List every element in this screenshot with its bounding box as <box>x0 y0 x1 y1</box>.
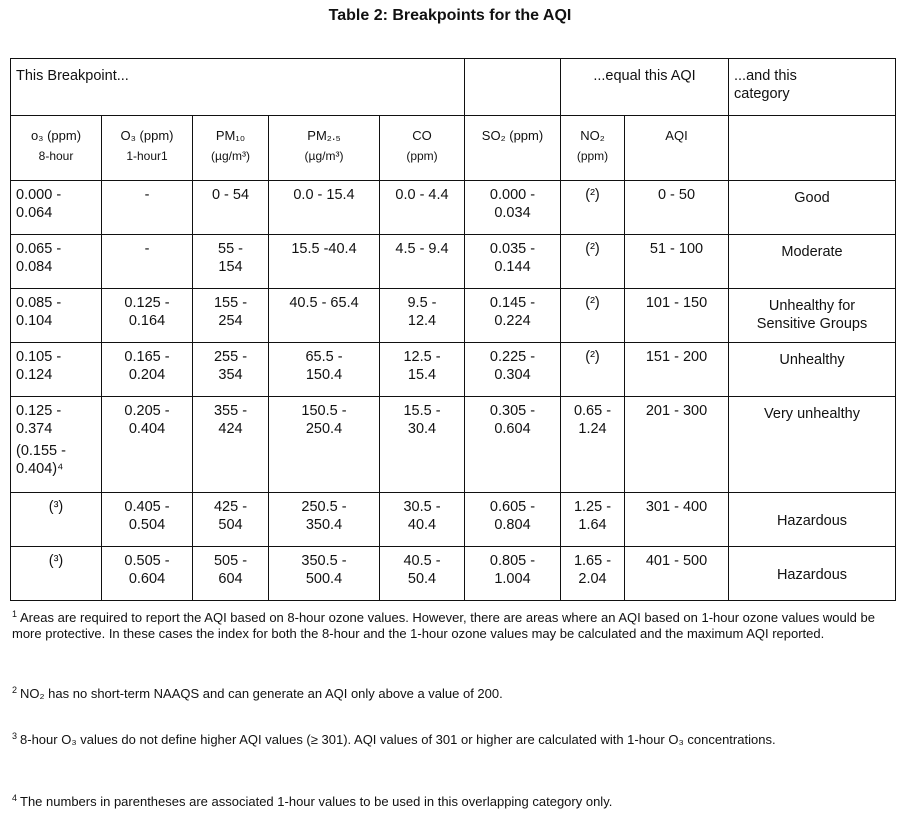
cell-line: Very unhealthy <box>764 406 860 422</box>
cell-line: Unhealthy for <box>768 298 856 314</box>
cell-pm10 <box>193 493 269 547</box>
cell-line: 255 - <box>213 349 248 365</box>
cell-o3-1hr <box>102 397 193 493</box>
cell-line: 201 - 300 <box>645 403 708 419</box>
cell-o3-8hr <box>11 235 102 289</box>
cell-pm10 <box>193 547 269 601</box>
cell-aqi <box>625 547 729 601</box>
cell-so2 <box>465 289 561 343</box>
cell-line: 0.085 - <box>16 295 62 311</box>
cell-o3-8hr <box>11 493 102 547</box>
cell-line: (²) <box>585 187 600 203</box>
cell-line: 0.000 - <box>489 187 536 203</box>
cell-line: 30.5 - <box>403 499 441 515</box>
table-row <box>11 493 896 547</box>
cell-line: 155 - <box>213 295 248 311</box>
cell-category <box>729 181 896 235</box>
column-header-line: O₃ (ppm) <box>120 128 174 143</box>
column-header <box>380 116 465 181</box>
table-body <box>11 59 896 601</box>
cell-line: 1.65 - <box>573 553 612 569</box>
cell-line: 1.64 <box>578 517 607 533</box>
column-header-line: PM₁₀ <box>215 128 246 143</box>
cell-o3-1hr <box>102 289 193 343</box>
cell-o3-8hr <box>11 343 102 397</box>
cell-line: 0.204 <box>128 367 166 383</box>
header-category-line: category <box>734 86 790 102</box>
column-header <box>269 116 380 181</box>
cell-line: 0.374 <box>16 421 53 437</box>
cell-line: 0.304 <box>494 367 531 383</box>
cell-line: 500.4 <box>305 571 343 587</box>
column-header-line: SO₂ (ppm) <box>481 128 544 143</box>
cell-line: 0.064 <box>16 205 53 221</box>
cell-line: 250.4 <box>305 421 343 437</box>
cell-category <box>729 289 896 343</box>
cell-o3-8hr <box>11 547 102 601</box>
cell-line: 0.504 <box>128 517 166 533</box>
cell-co <box>380 343 465 397</box>
cell-line: 354 <box>218 367 243 383</box>
cell-line: 0.125 - <box>124 295 170 311</box>
column-header <box>561 116 625 181</box>
cell-line: 350.4 <box>305 517 343 533</box>
cell-aqi <box>625 181 729 235</box>
cell-line: 0.0 - 15.4 <box>293 187 355 203</box>
cell-line: 0.224 <box>494 313 531 329</box>
cell-line: Hazardous <box>776 513 848 529</box>
cell-line: 0.145 - <box>489 295 536 311</box>
column-header-line: (µg/m³) <box>304 149 344 163</box>
cell-aqi <box>625 493 729 547</box>
cell-line: 0.804 <box>494 517 531 533</box>
cell-line: 15.5 -40.4 <box>291 241 357 257</box>
cell-category <box>729 493 896 547</box>
cell-line: 1.24 <box>578 421 607 437</box>
cell-aqi <box>625 289 729 343</box>
cell-so2 <box>465 547 561 601</box>
cell-line: 0.065 - <box>16 241 62 257</box>
header-this-breakpoint: This Breakpoint... <box>11 59 465 116</box>
cell-category <box>729 235 896 289</box>
column-header-line: (ppm) <box>576 149 609 163</box>
cell-line: 0.604 <box>128 571 166 587</box>
cell-so2 <box>465 235 561 289</box>
cell-line: 101 - 150 <box>645 295 708 311</box>
cell-line: 2.04 <box>578 571 607 587</box>
header-row-columns <box>11 116 896 181</box>
cell-line: 0.144 <box>494 259 531 275</box>
cell-line: 30.4 <box>407 421 437 437</box>
cell-so2 <box>465 181 561 235</box>
cell-category <box>729 343 896 397</box>
column-header-line: o₃ (ppm) <box>30 128 82 143</box>
cell-o3-1hr <box>102 547 193 601</box>
column-header-line: 8-hour <box>38 149 74 163</box>
cell-line: 1.004 <box>494 571 531 587</box>
cell-line: 12.5 - <box>403 349 441 365</box>
column-header <box>11 116 102 181</box>
footnote <box>12 610 887 642</box>
cell-line: 0.205 - <box>124 403 170 419</box>
cell-no2 <box>561 181 625 235</box>
cell-co <box>380 493 465 547</box>
cell-so2 <box>465 397 561 493</box>
table-row <box>11 343 896 397</box>
cell-pm25 <box>269 547 380 601</box>
cell-co <box>380 181 465 235</box>
cell-o3-1hr <box>102 181 193 235</box>
footnote-marker: 4 <box>12 793 18 803</box>
footnote <box>12 686 887 702</box>
aqi-breakpoints-table <box>10 58 896 601</box>
column-header <box>193 116 269 181</box>
column-header <box>102 116 193 181</box>
cell-line: (0.155 - <box>16 443 66 459</box>
column-header-line: NO₂ <box>580 128 605 143</box>
header-category-line: ...and this <box>734 68 797 84</box>
cell-line: 50.4 <box>407 571 437 587</box>
cell-pm10 <box>193 289 269 343</box>
cell-line: 150.4 <box>305 367 343 383</box>
cell-line: (²) <box>585 295 600 311</box>
cell-line: 0.104 <box>16 313 53 329</box>
column-header-line: 1-hour1 <box>126 149 168 163</box>
cell-line: 425 - <box>213 499 248 515</box>
cell-aqi <box>625 343 729 397</box>
footnote-text: 8-hour O₃ values do not define higher AQI values (≥ 301). AQI values of 301 or higher are calculated with 1-hour O₃ concentrations. <box>20 732 776 747</box>
cell-line: 4.5 - 9.4 <box>395 241 449 257</box>
cell-line: 0.505 - <box>124 553 170 569</box>
cell-line: 505 - <box>213 553 248 569</box>
cell-category <box>729 397 896 493</box>
cell-line: 0.0 - 4.4 <box>395 187 449 203</box>
cell-line: 51 - 100 <box>649 241 704 257</box>
cell-o3-8hr <box>11 181 102 235</box>
cell-line: 0.124 <box>16 367 53 383</box>
footnote <box>12 732 887 748</box>
cell-line: 40.4 <box>407 517 437 533</box>
cell-pm25 <box>269 235 380 289</box>
column-header-line: PM₂.₅ <box>307 128 341 143</box>
footnote-marker: 1 <box>12 609 18 619</box>
cell-no2 <box>561 397 625 493</box>
cell-aqi <box>625 397 729 493</box>
cell-line: 250.5 - <box>301 499 347 515</box>
cell-line: 65.5 - <box>305 349 343 365</box>
table-title: Table 2: Breakpoints for the AQI <box>328 7 572 24</box>
cell-line: 0.405 - <box>124 499 170 515</box>
cell-line: Unhealthy <box>779 352 845 368</box>
cell-line: 301 - 400 <box>645 499 708 515</box>
column-header <box>729 116 896 181</box>
footnote-marker: 3 <box>12 731 18 741</box>
cell-pm25 <box>269 397 380 493</box>
cell-pm10 <box>193 181 269 235</box>
header-empty-cell <box>465 59 561 116</box>
cell-line: (²) <box>585 349 600 365</box>
cell-line: 604 <box>218 571 243 587</box>
cell-line: 0.164 <box>128 313 166 329</box>
cell-line: 0 - 54 <box>211 187 250 203</box>
cell-pm10 <box>193 397 269 493</box>
cell-no2 <box>561 289 625 343</box>
cell-o3-1hr <box>102 493 193 547</box>
column-header <box>625 116 729 181</box>
column-header-line: (ppm) <box>406 149 438 163</box>
cell-pm25 <box>269 289 380 343</box>
cell-line: 55 - <box>218 241 243 257</box>
cell-line: Sensitive Groups <box>756 316 868 332</box>
cell-no2 <box>561 547 625 601</box>
cell-o3-8hr <box>11 397 102 493</box>
table-row <box>11 181 896 235</box>
cell-co <box>380 289 465 343</box>
cell-pm25 <box>269 343 380 397</box>
cell-so2 <box>465 343 561 397</box>
cell-line: 150.5 - <box>301 403 347 419</box>
column-header-line: AQI <box>665 128 688 143</box>
cell-line: 424 <box>218 421 243 437</box>
cell-o3-1hr <box>102 235 193 289</box>
cell-line: 0.035 - <box>489 241 536 257</box>
cell-line: - <box>144 187 150 203</box>
cell-line: 9.5 - <box>407 295 437 311</box>
cell-line: 0.604 <box>494 421 531 437</box>
cell-line: 0.105 - <box>16 349 62 365</box>
cell-no2 <box>561 493 625 547</box>
cell-pm10 <box>193 343 269 397</box>
cell-line: Hazardous <box>776 567 848 583</box>
cell-pm25 <box>269 493 380 547</box>
cell-co <box>380 547 465 601</box>
cell-line: 0.084 <box>16 259 53 275</box>
cell-line: 40.5 - <box>403 553 441 569</box>
cell-line: 0.034 <box>494 205 531 221</box>
cell-no2 <box>561 235 625 289</box>
cell-line: 254 <box>218 313 243 329</box>
cell-line: 0.605 - <box>489 499 536 515</box>
cell-line: 0.225 - <box>489 349 536 365</box>
table-row <box>11 397 896 493</box>
cell-line: 350.5 - <box>301 553 347 569</box>
cell-line: 401 - 500 <box>645 553 708 569</box>
cell-line: 355 - <box>213 403 248 419</box>
footnote-text: Areas are required to report the AQI based on 8-hour ozone values. However, there are areas where an AQI based on 1-hour ozone values would be more protective. In these cases the index for both the 8-hour and the 1-hour ozone values may be calculated and the maximum AQI reported. <box>12 610 875 641</box>
table-row <box>11 235 896 289</box>
cell-pm25 <box>269 181 380 235</box>
cell-line: (³) <box>48 499 64 515</box>
cell-line: 151 - 200 <box>645 349 708 365</box>
column-header-line: CO <box>412 128 432 143</box>
column-header-line: (µg/m³) <box>211 149 250 163</box>
cell-line: Moderate <box>781 244 843 260</box>
cell-category <box>729 547 896 601</box>
cell-o3-8hr <box>11 289 102 343</box>
cell-line: 15.5 - <box>403 403 441 419</box>
cell-line: 0.165 - <box>124 349 170 365</box>
cell-line: 0.404 <box>128 421 166 437</box>
cell-o3-1hr <box>102 343 193 397</box>
footnote <box>12 794 887 810</box>
cell-line: 1.25 - <box>573 499 612 515</box>
cell-line: (²) <box>585 241 600 257</box>
table-row <box>11 289 896 343</box>
footnote-text: The numbers in parentheses are associated 1-hour values to be used in this overlapping category only. <box>20 794 613 809</box>
cell-line: 0.65 - <box>573 403 612 419</box>
footnote-marker: 2 <box>12 685 18 695</box>
cell-line: 0.000 - <box>16 187 62 203</box>
cell-line: 0.404)⁴ <box>16 461 64 477</box>
cell-line: 0.305 - <box>489 403 536 419</box>
cell-aqi <box>625 235 729 289</box>
cell-line: 154 <box>218 259 243 275</box>
cell-line: 504 <box>218 517 243 533</box>
cell-line: (³) <box>48 553 64 569</box>
header-category <box>729 59 896 116</box>
header-equal-aqi: ...equal this AQI <box>561 59 729 116</box>
cell-line: 12.4 <box>407 313 437 329</box>
cell-so2 <box>465 493 561 547</box>
cell-line: - <box>144 241 150 257</box>
cell-co <box>380 397 465 493</box>
cell-line: 40.5 - 65.4 <box>289 295 359 311</box>
header-row-groups <box>11 59 896 116</box>
cell-line: 0.805 - <box>489 553 536 569</box>
cell-line: 0 - 50 <box>657 187 696 203</box>
column-header <box>465 116 561 181</box>
cell-line: 0.125 - <box>16 403 62 419</box>
table-row <box>11 547 896 601</box>
cell-pm10 <box>193 235 269 289</box>
cell-line: Good <box>794 190 830 206</box>
footnote-text: NO₂ has no short-term NAAQS and can generate an AQI only above a value of 200. <box>20 686 503 701</box>
cell-line: 15.4 <box>407 367 437 383</box>
cell-no2 <box>561 343 625 397</box>
cell-co <box>380 235 465 289</box>
